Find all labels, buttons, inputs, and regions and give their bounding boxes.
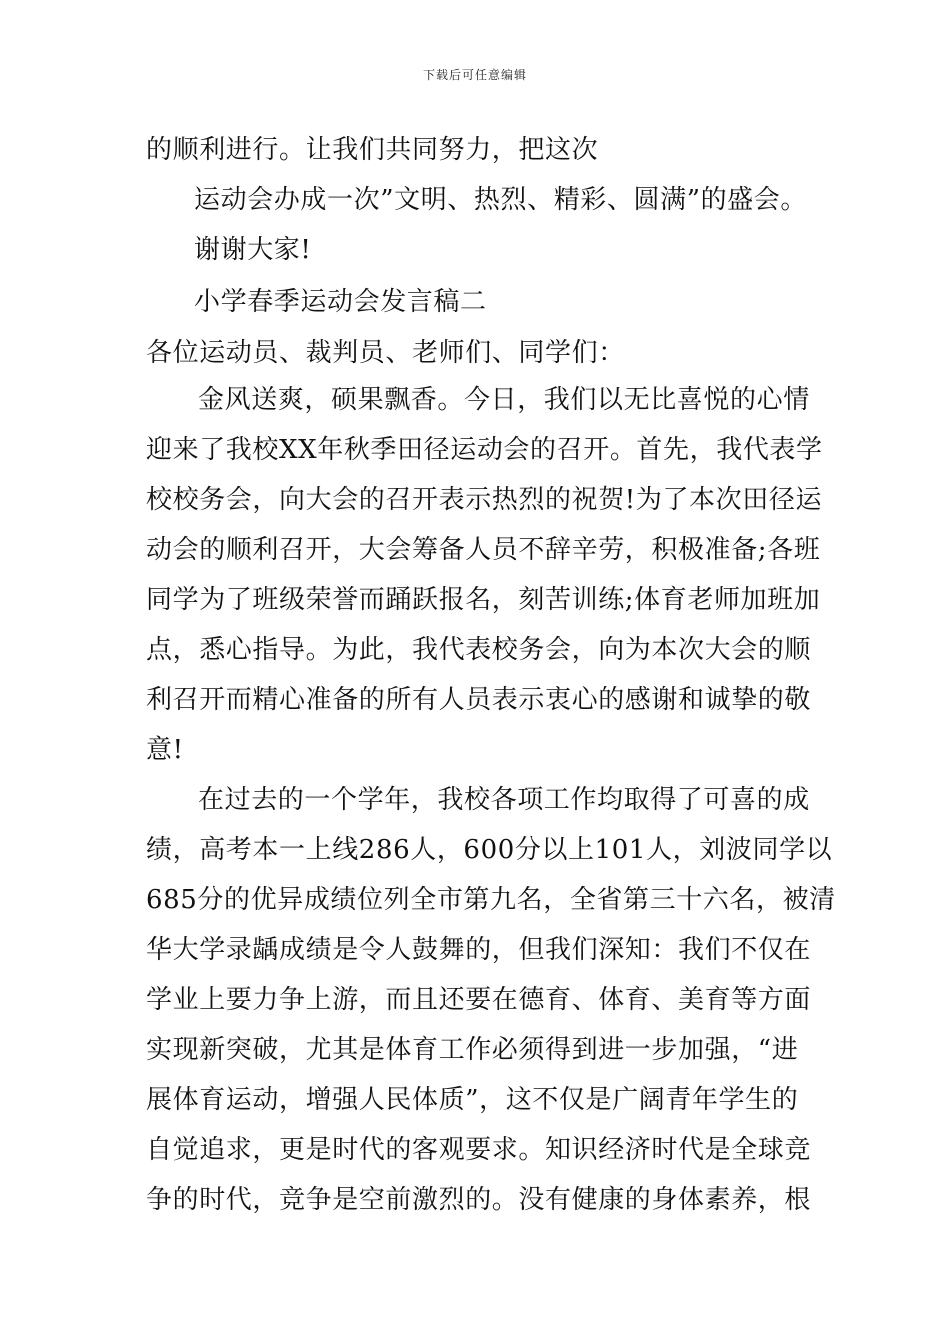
paragraph-1-line-4: 动会的顺利召开，大会筹备人员不辞辛劳，积极准备;各班 <box>146 535 821 565</box>
text-line-3: 谢谢大家! <box>194 235 312 265</box>
text-line-2: 运动会办成一次”文明、热烈、精彩、圆满”的盛会。 <box>194 185 807 215</box>
paragraph-2-line-3: 685分的优异成绩位列全市第九名，全省第三十六名，被清 <box>146 885 836 915</box>
salutation: 各位运动员、裁判员、老师们、同学们： <box>146 338 625 368</box>
paragraph-2-line-7: 展体育运动，增强人民体质”，这不仅是广阔青年学生的 <box>146 1085 799 1115</box>
paragraph-2-line-1: 在过去的一个学年，我校各项工作均取得了可喜的成 <box>198 785 810 815</box>
page-header-note: 下载后可任意编辑 <box>422 68 527 82</box>
paragraph-1-line-1: 金风送爽，硕果飘香。今日，我们以无比喜悦的心情 <box>198 385 810 415</box>
paragraph-2-line-4: 华大学录龋成绩是令人鼓舞的，但我们深知：我们不仅在 <box>146 935 812 965</box>
paragraph-1-line-7: 利召开而精心准备的所有人员表示衷心的感谢和诚挚的敬 <box>146 685 812 715</box>
paragraph-2-line-2: 绩，高考本一上线286人，600分以上101人，刘波同学以 <box>146 835 833 865</box>
paragraph-1-line-5: 同学为了班级荣誉而踊跃报名，刻苦训练;体育老师加班加 <box>146 585 821 615</box>
paragraph-2-line-9: 争的时代，竞争是空前激烈的。没有健康的身体素养，根 <box>146 1185 812 1215</box>
paragraph-2-line-6: 实现新突破，尤其是体育工作必须得到进一步加强，“进 <box>146 1035 799 1065</box>
paragraph-1-line-3: 校校务会，向大会的召开表示热烈的祝贺!为了本次田径运 <box>146 485 823 515</box>
paragraph-1-line-6: 点，悉心指导。为此，我代表校务会，向为本次大会的顺 <box>146 635 812 665</box>
text-line-1: 的顺利进行。让我们共同努力，把这次 <box>146 135 599 165</box>
paragraph-1-line-2: 迎来了我校XX年秋季田径运动会的召开。首先，我代表学 <box>146 435 823 465</box>
paragraph-2-line-5: 学业上要力争上游，而且还要在德育、体育、美育等方面 <box>146 985 812 1015</box>
paragraph-2-line-8: 自觉追求，更是时代的客观要求。知识经济时代是全球竞 <box>146 1135 812 1165</box>
section-title: 小学春季运动会发言稿二 <box>194 287 487 317</box>
paragraph-1-line-8: 意! <box>146 735 184 765</box>
